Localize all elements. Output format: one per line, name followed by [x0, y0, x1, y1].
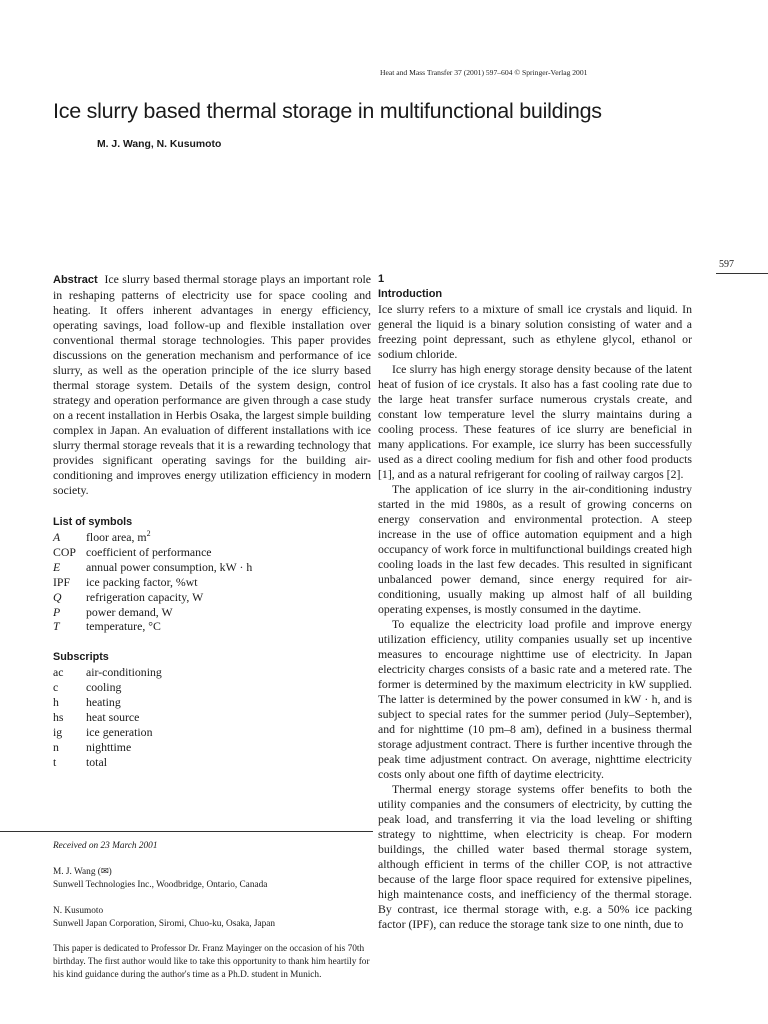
subscript-desc: air-conditioning [86, 665, 162, 680]
subscript-desc: heating [86, 695, 121, 710]
author-name: M. J. Wang (✉) [53, 867, 112, 877]
symbol-row [53, 590, 252, 605]
abstract [53, 272, 371, 498]
symbol-desc: floor area, $m^2$ [86, 529, 151, 544]
body-paragraph: Ice slurry refers to a mixture of small ice crystals and liquid. In general the liquid is a binary solution consisting of water and a freezing point depressant, such as ethylene glycol, ethanol or sodium chloride. [378, 302, 692, 361]
subscripts-table [53, 665, 162, 769]
subscript-key: n [53, 739, 59, 754]
symbol-row [53, 530, 252, 545]
paper-title: Ice slurry based thermal storage in multifunctional buildings [53, 99, 602, 123]
symbol-key: Q [53, 589, 62, 604]
footnote-rule [0, 831, 373, 832]
superscript: 2 [146, 529, 151, 539]
subscript-desc: total [86, 754, 107, 769]
received-date: Received on 23 March 2001 [53, 841, 158, 851]
section-number: 1 [378, 273, 385, 285]
author-affiliation: Sunwell Japan Corporation, Siromi, Chuo-ku, Osaka, Japan [53, 919, 276, 929]
subscript-row [53, 755, 162, 770]
symbol-desc: ice packing factor, %wt [86, 574, 198, 589]
symbol-row [53, 605, 252, 620]
page-number: 597 [719, 259, 734, 270]
symbol-key: E [53, 559, 61, 574]
subscript-key: hs [53, 710, 64, 725]
symbol-key: COP [53, 544, 76, 559]
body-paragraph: Ice slurry has high energy storage density because of the latent heat of fusion of ice crystals. It also has a fast cooling rate due to the large heat transfer surface numerous crystals create, and constant low temperature level the slurry maintains during a cooling process. These features of ice slurry are beneficial in many applications. For example, ice slurry has been successfully used as a direct cooling medium for fish and other food products [1], and as a natural refrigerant for cooling of railway cargos [2]. [378, 362, 692, 481]
symbol-row [53, 560, 252, 575]
right-column [378, 272, 692, 932]
subscript-row [53, 710, 162, 725]
symbol-desc: annual power consumption, kW · h [86, 559, 253, 574]
subscript-desc: ice generation [86, 724, 153, 739]
symbol-key: IPF [53, 574, 71, 589]
symbols-heading: List of symbols [53, 516, 133, 528]
body-paragraph: To equalize the electricity load profile and improve energy utilization efficiency, utility companies usually set up incentive measures to encourage nighttime use of electricity. In Japan electricity charges consists of a basic rate and a metered rate. The former is determined by the maximum electricity in kW supplied. The latter is determined by the power consumed in kW · h, and is subject to special rates for the summer period (July–September), and for nighttime (10 pm–8 am), defined in a business thermal storage adjustment contract. There is further incentive through the peak time adjustment contract. On average, nighttime electricity costs only about one fifth of daytime electricity. [378, 617, 692, 781]
symbol-desc: temperature, °C [86, 619, 161, 634]
subscript-desc: cooling [86, 680, 122, 695]
symbol-row [53, 619, 252, 634]
author-affiliation-kusumoto [53, 905, 371, 931]
symbol-key: P [53, 604, 61, 619]
symbol-key: A [53, 530, 61, 544]
symbol-desc: power demand, W [86, 604, 173, 619]
symbol-desc: refrigeration capacity, W [86, 589, 204, 604]
symbol-row [53, 575, 252, 590]
authors: M. J. Wang, N. Kusumoto [97, 139, 222, 150]
body-paragraph: Thermal energy storage systems offer benefits to both the utility companies and the consumers of electricity, by cutting the peak load, and transferring it via the load leveling or shifting strategy to nighttime, when electricity is cheap. For modern buildings, the chilled water based thermal storage system, although efficient in terms of the chiller COP, is not attractive because of the large floor space required for extensive pipelines, high maintenance costs, and inefficiency of the thermal storage. By contrast, ice thermal storage with, e.g. a 50% ice packing factor (IPF), can reduce the storage tank size to one ninth, due to [378, 782, 692, 931]
subscript-key: ig [53, 724, 63, 739]
left-column [53, 272, 371, 770]
author-affiliation: Sunwell Technologies Inc., Woodbridge, Ontario, Canada [53, 880, 268, 890]
subscript-row [53, 725, 162, 740]
journal-citation: Heat and Mass Transfer 37 (2001) 597–604 © Springer-Verlag 2001 [380, 68, 588, 77]
symbol-row [53, 545, 252, 560]
dedication-note: This paper is dedicated to Professor Dr. Franz Mayinger on the occasion of his 70th birthday. The first author would like to take this opportunity to thank him heartily for his kind guidance during the author's time as a Ph.D. student in Munich. [53, 944, 370, 980]
subscript-desc: nighttime [86, 739, 132, 754]
section-heading: Introduction [378, 288, 443, 300]
abstract-label: Abstract [53, 274, 98, 286]
subscript-key: t [53, 754, 57, 769]
page-number-rule [716, 273, 768, 274]
subscript-desc: heat source [86, 710, 140, 725]
body-paragraph: The application of ice slurry in the air-conditioning industry started in the mid 1980s, as a result of growing concerns on energy conservation and environmental protection. A steep increase in the use of office automation equipment and a high occupancy of work force in multifunctional buildings created high cooling loads in the last few decades. This resulted in significant unbalanced power demand, since energy required for air-conditioning, usually making up almost half of all building operating expenses, is mostly consumed in the daytime. [378, 482, 692, 616]
subscript-row [53, 680, 162, 695]
subscripts-heading: Subscripts [53, 651, 109, 664]
symbol-key: T [53, 619, 60, 634]
author-affiliation-wang [53, 866, 371, 892]
subscript-key: c [53, 680, 59, 695]
author-name: N. Kusumoto [53, 906, 104, 916]
abstract-text: Ice slurry based thermal storage plays an important role in reshaping patterns of electricity use for space cooling and heating. It offers inherent advantages in energy efficiency, operating savings, load follow-up and flexible installation over conventional thermal storage technologies. This paper provides discussions on the generation mechanism and performance of ice slurry, as well as the operation principle of the ice slurry based thermal storage system. Details of the system design, control strategy and operation performance are given through a case study on a recent installation in Herbis Osaka, the largest simple building complex in Japan. An evaluation of different installations with ice slurry thermal storage reveals that it is a rewarding technology that provides significant operating savings for the building air-conditioning and improves energy utilization efficiency in modern society. [53, 272, 372, 497]
subscript-key: ac [53, 665, 64, 680]
subscript-row [53, 665, 162, 680]
symbols-table [53, 530, 252, 634]
subscript-row [53, 695, 162, 710]
subscript-key: h [53, 695, 59, 710]
subscript-row [53, 740, 162, 755]
symbol-desc: coefficient of performance [86, 544, 212, 559]
